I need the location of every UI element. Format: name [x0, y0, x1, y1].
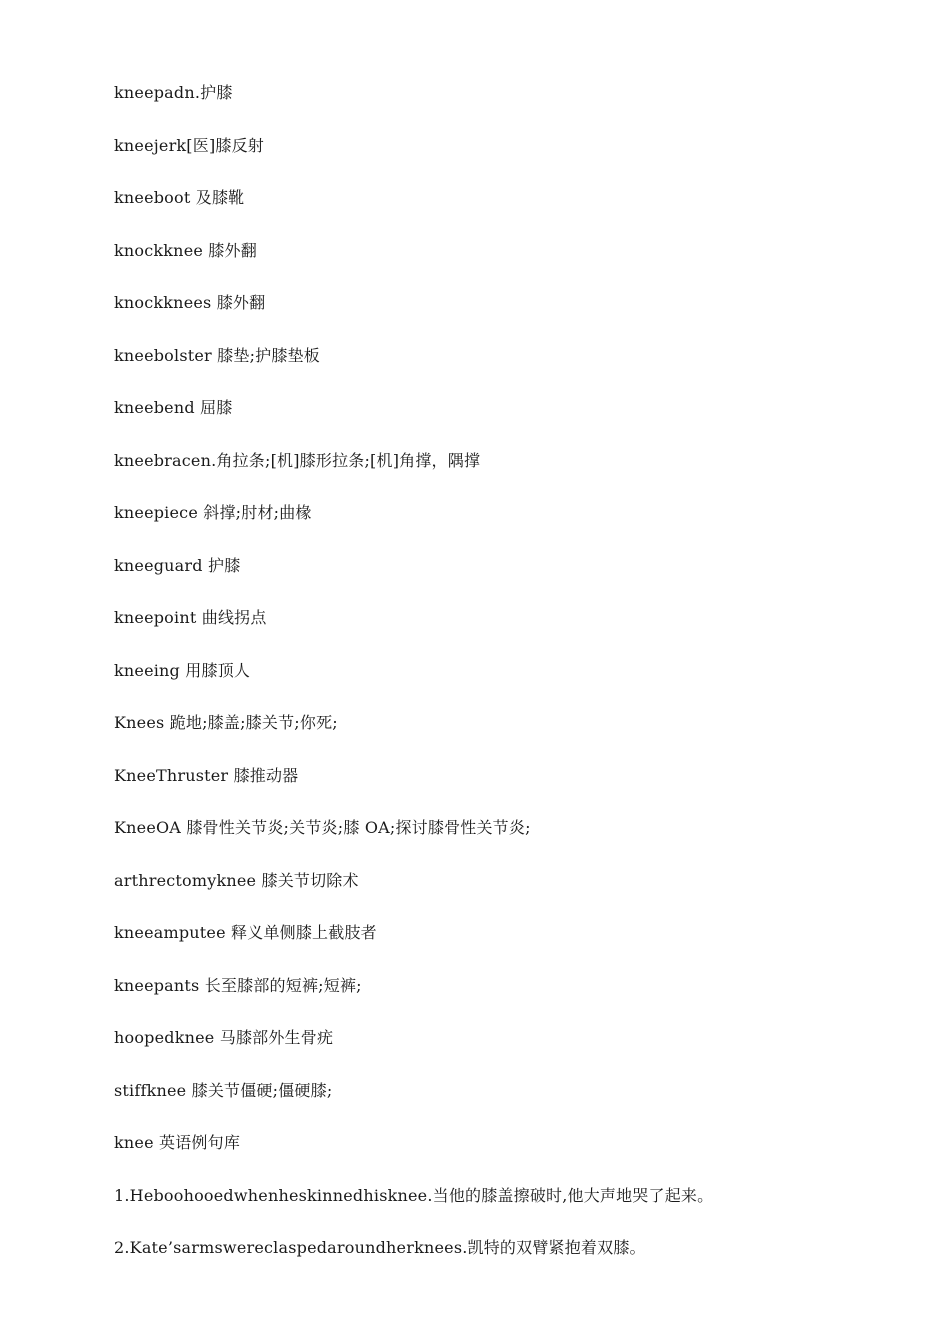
entry-line: KneeThruster 膝推动器: [114, 765, 299, 785]
entry-line: kneeboot 及膝靴: [114, 188, 245, 207]
entry-line: kneejerk[医]膝反射: [114, 135, 264, 155]
entry-line: KneeOA 膝骨性关节炎;关节炎;膝 OA;探讨膝骨性关节炎;: [114, 818, 531, 837]
entry-line: kneebolster 膝垫;护膝垫板: [114, 345, 320, 365]
entry-line: knockknees 膝外翻: [114, 293, 266, 312]
entry-line: kneebend 屈膝: [114, 398, 233, 417]
entry-line: kneeamputee 释义单侧膝上截肢者: [114, 923, 377, 942]
entry-line: kneeing 用膝顶人: [114, 660, 251, 680]
entry-line: kneebracen.角拉条;[机]膝形拉条;[机]角撑，隅撑: [114, 450, 481, 470]
section-heading: knee 英语例句库: [114, 1133, 241, 1152]
entry-line: kneepiece 斜撑;肘材;曲椽: [114, 503, 312, 522]
entry-line: kneeguard 护膝: [114, 555, 241, 575]
entry-line: kneepoint 曲线拐点: [114, 608, 267, 627]
entry-list: [114, 80, 914, 1288]
entry-line: arthrectomyknee 膝关节切除术: [114, 870, 359, 890]
entry-line: stiffknee 膝关节僵硬;僵硬膝;: [114, 1080, 333, 1100]
entry-line: kneepants 长至膝部的短裤;短裤;: [114, 975, 362, 995]
entry-line: Knees 跪地;膝盖;膝关节;你死;: [114, 713, 338, 732]
entry-line: kneepadn.护膝: [114, 83, 233, 102]
example-sentence: 1.Heboohooedwhenheskinnedhisknee.当他的膝盖擦破时,他大声地哭了起来。: [114, 1185, 714, 1205]
example-sentence: 2.Kate’sarmswereclaspedaroundherknees.凯特的双臂紧抱着双膝。: [114, 1238, 646, 1257]
entry-line: hoopedknee 马膝部外生骨疣: [114, 1028, 334, 1047]
entry-line: knockknee 膝外翻: [114, 240, 257, 260]
